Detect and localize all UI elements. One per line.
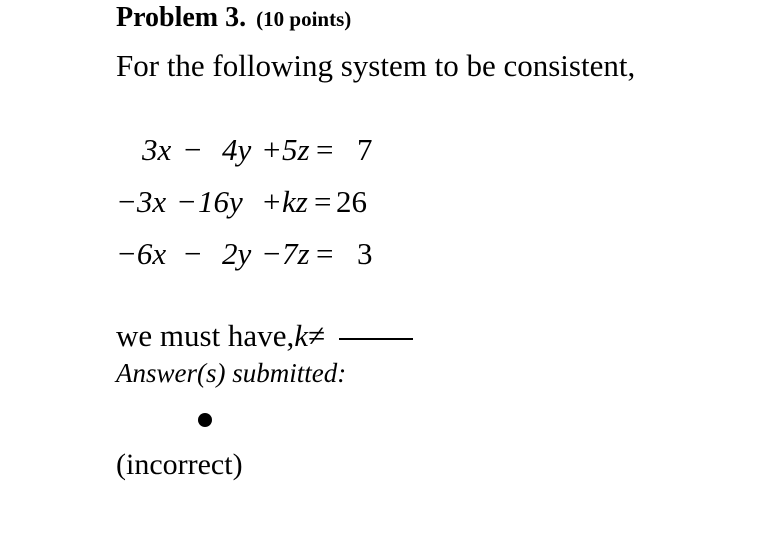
operator: − [184,132,202,167]
answer-bullet [198,413,212,427]
x-term: −3x [116,184,167,219]
equals-sign: = [316,236,334,271]
rhs-value: 26 [336,184,367,219]
operator: + [263,184,281,219]
problem-heading [116,2,351,34]
z-term: kz [282,184,308,219]
y-term: 16y [198,184,243,219]
z-term: 7z [282,236,310,271]
operator: − [184,236,202,271]
answer-status: (incorrect) [116,448,243,481]
x-term: −6x [116,236,167,271]
not-equal-sign: ≠ [307,318,325,353]
y-term: 2y [222,236,252,271]
equals-sign: = [314,184,332,219]
problem-prompt: For the following system to be consistent, [116,48,636,83]
rhs-value: 3 [357,236,373,271]
rhs-value: 7 [357,132,373,167]
operator: − [263,236,281,271]
z-term: 5z [282,132,310,167]
operator: + [263,132,281,167]
answer-blank[interactable] [339,338,413,340]
answers-submitted-label: Answer(s) submitted: [116,358,347,388]
problem-points: (10 points) [256,7,352,31]
conclusion-text: we must have, [116,318,295,353]
x-term: 3x [142,132,172,167]
equals-sign: = [316,132,334,167]
problem-title: Problem 3. [116,2,247,33]
y-term: 4y [222,132,252,167]
conclusion-line [116,318,413,354]
conclusion-variable: k [294,318,308,353]
operator: − [178,184,196,219]
